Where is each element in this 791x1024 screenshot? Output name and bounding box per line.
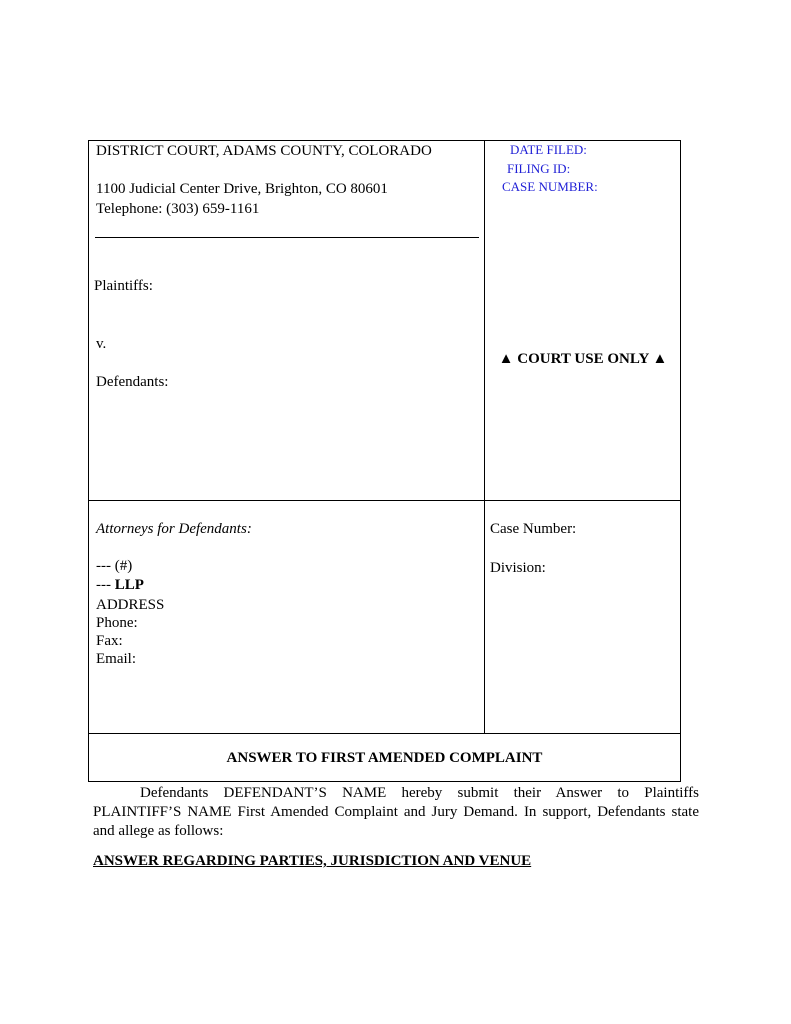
court-name: DISTRICT COURT, ADAMS COUNTY, COLORADO xyxy=(96,143,432,159)
filing-id-stamp: FILING ID: xyxy=(507,161,571,176)
defendants-label: Defendants: xyxy=(96,374,169,390)
court-info-underline xyxy=(95,237,479,238)
division-label: Division: xyxy=(490,560,546,576)
document-title: ANSWER TO FIRST AMENDED COMPLAINT xyxy=(226,750,543,766)
date-filed-stamp: DATE FILED: xyxy=(510,142,587,157)
court-address: 1100 Judicial Center Drive, Brighton, CO 80601 xyxy=(96,181,388,197)
attorney-firm-suffix: LLP xyxy=(114,577,144,593)
case-caption-table xyxy=(88,140,681,782)
caption-vertical-divider xyxy=(484,141,485,733)
attorney-fax: Fax: xyxy=(96,633,123,649)
caption-middle-divider xyxy=(89,500,680,501)
attorney-phone: Phone: xyxy=(96,615,138,631)
attorney-firm xyxy=(96,576,144,594)
attorney-address: ADDRESS xyxy=(96,597,165,613)
court-telephone: Telephone: (303) 659-1161 xyxy=(96,201,260,217)
section-heading: ANSWER REGARDING PARTIES, JURISDICTION AND VENUE xyxy=(93,853,532,869)
attorney-name-line: --- (#) xyxy=(96,558,133,574)
versus-label: v. xyxy=(96,336,107,352)
intro-paragraph: Defendants DEFENDANT’S NAME hereby submit their Answer to Plaintiffs PLAINTIFF’S NAME First Amended Complaint and Jury Demand. In support, Defendants state and allege as follows: xyxy=(93,785,699,839)
plaintiffs-label: Plaintiffs: xyxy=(94,278,153,294)
attorney-firm-prefix: --- xyxy=(96,577,115,593)
caption-title-divider xyxy=(89,733,680,734)
case-number-label: Case Number: xyxy=(490,521,577,537)
court-use-only: ▲ COURT USE ONLY ▲ xyxy=(498,351,668,367)
attorney-email: Email: xyxy=(96,651,136,667)
case-number-stamp: CASE NUMBER: xyxy=(502,179,598,194)
attorneys-label: Attorneys for Defendants: xyxy=(96,521,252,537)
